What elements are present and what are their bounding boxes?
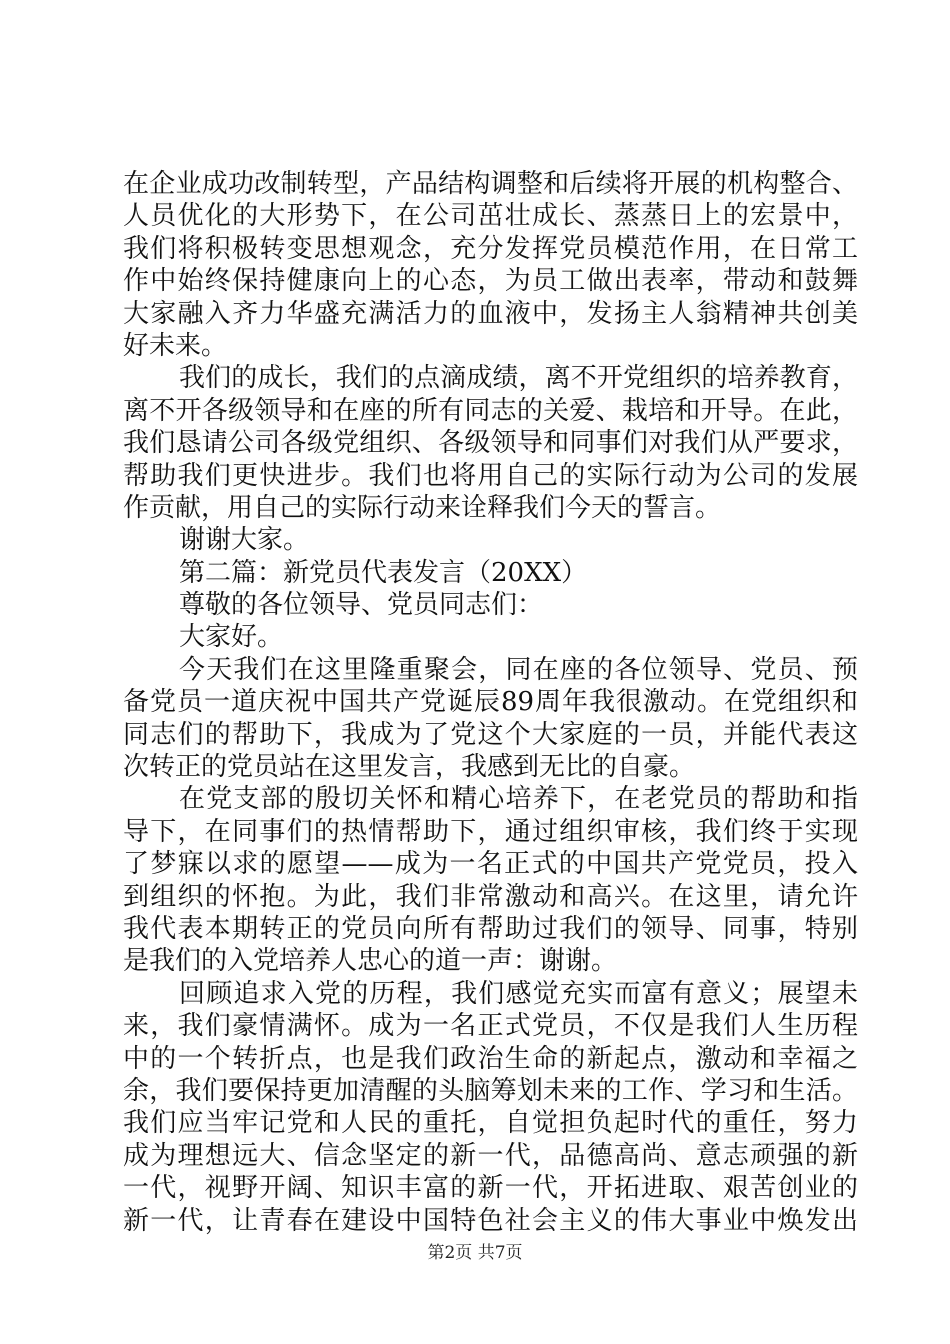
body-line: 在企业成功改制转型，产品结构调整和后续将开展的机构整合、 — [123, 169, 858, 199]
salutation: 尊敬的各位领导、党员同志们： — [179, 590, 544, 621]
body-line: 次转正的党员站在这里发言，我感到无比的自豪。 — [123, 752, 696, 783]
body-line: 我们应当牢记党和人民的重托，自觉担负起时代的重任，努力 — [123, 1108, 858, 1139]
body-line: 好未来。 — [123, 330, 228, 361]
body-line: 我代表本期转正的党员向所有帮助过我们的领导、同事，特别 — [123, 913, 858, 944]
body-line: 一代，视野开阔、知识丰富的新一代，开拓进取、艰苦创业的 — [123, 1173, 858, 1204]
body-line: 来，我们豪情满怀。成为一名正式党员，不仅是我们人生历程 — [123, 1011, 858, 1042]
body-line: 人员优化的大形势下，在公司茁壮成长、蒸蒸日上的宏景中， — [123, 201, 858, 232]
body-line: 导下，在同事们的热情帮助下，通过组织审核，我们终于实现 — [123, 816, 858, 847]
body-line: 离不开各级领导和在座的所有同志的关爱、栽培和开导。在此， — [123, 395, 858, 426]
document-body — [123, 168, 858, 1237]
paragraph-first-line: 回顾追求入党的历程，我们感觉充实而富有意义；展望未 — [179, 978, 858, 1009]
closing-line: 谢谢大家。 — [179, 525, 310, 556]
body-line: 我们恳请公司各级党组织、各级领导和同事们对我们从严要求， — [123, 428, 858, 459]
body-line: 了梦寐以求的愿望——成为一名正式的中国共产党党员，投入 — [123, 849, 858, 880]
paragraph-first-line: 今天我们在这里隆重聚会，同在座的各位领导、党员、预 — [179, 654, 858, 685]
body-line: 作中始终保持健康向上的心态，为员工做出表率，带动和鼓舞 — [123, 266, 858, 297]
body-line: 备党员一道庆祝中国共产党诞辰89周年我很激动。在党组织和 — [123, 687, 858, 718]
page-number-footer: 第2页 共7页 — [427, 1243, 523, 1263]
body-line: 新一代，让青春在建设中国特色社会主义的伟大事业中焕发出 — [123, 1205, 858, 1236]
section-heading: 第二篇：新党员代表发言（20XX） — [179, 557, 588, 588]
body-line: 大家融入齐力华盛充满活力的血液中，发扬主人翁精神共创美 — [123, 298, 858, 329]
body-line: 我们将积极转变思想观念，充分发挥党员模范作用，在日常工 — [123, 233, 858, 264]
body-line: 中的一个转折点，也是我们政治生命的新起点，激动和幸福之 — [123, 1043, 858, 1074]
paragraph-first-line: 我们的成长，我们的点滴成绩，离不开党组织的培养教育， — [179, 363, 858, 394]
body-line: 帮助我们更快进步。我们也将用自己的实际行动为公司的发展 — [123, 460, 858, 491]
greeting: 大家好。 — [179, 622, 284, 653]
body-line: 作贡献，用自己的实际行动来诠释我们今天的誓言。 — [123, 492, 722, 523]
body-line: 成为理想远大、信念坚定的新一代，品德高尚、意志顽强的新 — [123, 1140, 858, 1171]
paragraph-first-line: 在党支部的殷切关怀和精心培养下，在老党员的帮助和指 — [179, 784, 858, 815]
body-line: 同志们的帮助下，我成为了党这个大家庭的一员，并能代表这 — [123, 719, 858, 750]
body-line: 余，我们要保持更加清醒的头脑筹划未来的工作、学习和生活。 — [123, 1075, 858, 1106]
body-line: 是我们的入党培养人忠心的道一声：谢谢。 — [123, 946, 618, 977]
body-line: 到组织的怀抱。为此，我们非常激动和高兴。在这里，请允许 — [123, 881, 858, 912]
